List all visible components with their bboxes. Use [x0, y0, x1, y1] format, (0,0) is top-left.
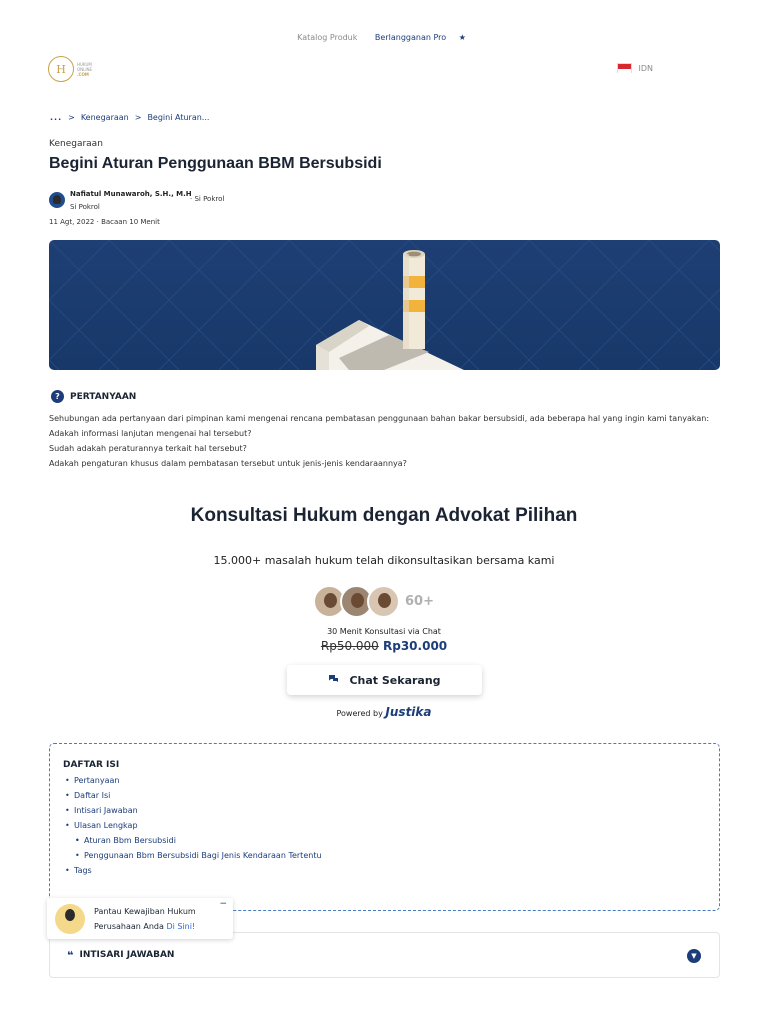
language-switcher[interactable] [617, 63, 653, 73]
question-heading-label: PERTANYAAN [70, 391, 137, 402]
chat-now-button[interactable] [287, 665, 482, 695]
powered-by-label: Powered by [336, 709, 383, 718]
logo-mark: H [48, 56, 74, 82]
avatar[interactable] [49, 192, 65, 208]
promo-text [94, 904, 196, 934]
table-of-contents [49, 743, 720, 911]
consult-subtitle: 15.000+ masalah hukum telah dikonsultasikan bersama kami [213, 554, 555, 567]
question-body [49, 411, 729, 471]
author-block [49, 188, 225, 214]
breadcrumb-separator: > [134, 113, 142, 122]
toc-title: DAFTAR ISI [63, 760, 120, 770]
consult-price [184, 639, 584, 653]
toc-item-intisari[interactable]: • Intisari Jawaban [63, 803, 706, 818]
promo-link[interactable]: Di Sini! [166, 921, 196, 931]
floating-promo-popup[interactable] [47, 898, 233, 939]
question-line: Sudah adakah peraturannya terkait hal tersebut? [49, 444, 247, 453]
toc-item-pertanyaan[interactable]: • Pertanyaan [63, 773, 706, 788]
article-meta [49, 218, 160, 226]
article-date: 11 Agt, 2022 [49, 218, 95, 226]
chevron-down-icon[interactable]: ▼ [687, 949, 701, 963]
question-icon: ? [51, 390, 64, 403]
nav-pro-label: Berlangganan Pro [374, 33, 447, 42]
nav-katalog-produk[interactable]: Katalog Produk [297, 33, 358, 42]
star-icon: ★ [458, 33, 466, 42]
intisari-label: INTISARI JAWABAN [79, 950, 175, 960]
breadcrumb-separator: > [68, 113, 75, 122]
article-category[interactable]: Kenegaraan [49, 139, 103, 149]
breadcrumb [50, 113, 209, 122]
breadcrumb-more[interactable]: ... [50, 113, 63, 122]
hero-illustration [49, 240, 720, 370]
promo-illustration [55, 904, 85, 934]
toc-subitem-penggunaan-bbm[interactable]: • Penggunaan Bbm Bersubsidi Bagi Jenis Kendaraan Tertentu [63, 848, 706, 863]
author-role-secondary: · Si Pokrol [190, 195, 225, 203]
chat-bubbles-icon [328, 674, 339, 686]
author-role: Si Pokrol [70, 203, 100, 211]
read-time: Bacaan 10 Menit [101, 218, 160, 226]
quote-icon: ❝ [67, 948, 74, 962]
consult-title: Konsultasi Hukum dengan Advokat Pilihan [190, 505, 578, 526]
promo-line1: Pantau Kewajiban Hukum [94, 906, 196, 916]
logo-line1: HUKUM [77, 61, 92, 67]
avatar [367, 585, 400, 618]
logo-wordmark [77, 62, 103, 77]
advocate-avatars [313, 585, 434, 618]
indonesia-flag-icon [617, 63, 632, 73]
toc-subitem-aturan-bbm[interactable]: • Aturan Bbm Bersubsidi [63, 833, 706, 848]
minimize-icon[interactable]: − [219, 899, 227, 909]
site-logo[interactable] [48, 56, 106, 82]
nav-berlangganan-pro[interactable] [370, 33, 471, 42]
toc-list [63, 773, 706, 878]
top-nav [0, 33, 768, 42]
question-line: Adakah informasi lanjutan mengenai hal tersebut? [49, 429, 252, 438]
advocate-count: 60+ [405, 594, 434, 609]
language-label: IDN [638, 63, 653, 73]
powered-by [184, 705, 584, 719]
toc-item-ulasan[interactable]: • Ulasan Lengkap [63, 818, 706, 833]
breadcrumb-current: Begini Aturan... [147, 113, 210, 122]
promo-line2: Perusahaan Anda [94, 921, 164, 931]
author-info [70, 188, 192, 214]
breadcrumb-kenegaraan[interactable]: Kenegaraan [80, 113, 129, 122]
consult-duration: 30 Menit Konsultasi via Chat [327, 627, 441, 636]
chat-now-label: Chat Sekarang [349, 673, 441, 687]
toc-item-daftar-isi[interactable]: • Daftar Isi [63, 788, 706, 803]
question-line: Adakah pengaturan khusus dalam pembatasan tersebut untuk jenis-jenis kendaraannya? [49, 459, 407, 468]
toc-item-tags[interactable]: • Tags [63, 863, 706, 878]
hero-image [49, 240, 720, 370]
question-line: Sehubungan ada pertanyaan dari pimpinan kami mengenai rencana pembatasan penggunaan bahan bakar bersubsidi, ada beberapa hal yang ingin kami tanyakan: [49, 414, 710, 423]
page-title: Begini Aturan Penggunaan BBM Bersubsidi [49, 155, 382, 172]
author-name[interactable]: Nafiatul Munawaroh, S.H., M.H [70, 190, 192, 198]
justika-logo[interactable]: Justika [385, 705, 432, 719]
logo-line3: .COM [77, 71, 89, 77]
meta-separator: · [96, 218, 102, 226]
price-original: Rp50.000 [320, 639, 379, 653]
logo-line2: ONLINE [77, 66, 93, 72]
price-discount: Rp30.000 [383, 639, 448, 653]
question-heading [51, 390, 136, 403]
